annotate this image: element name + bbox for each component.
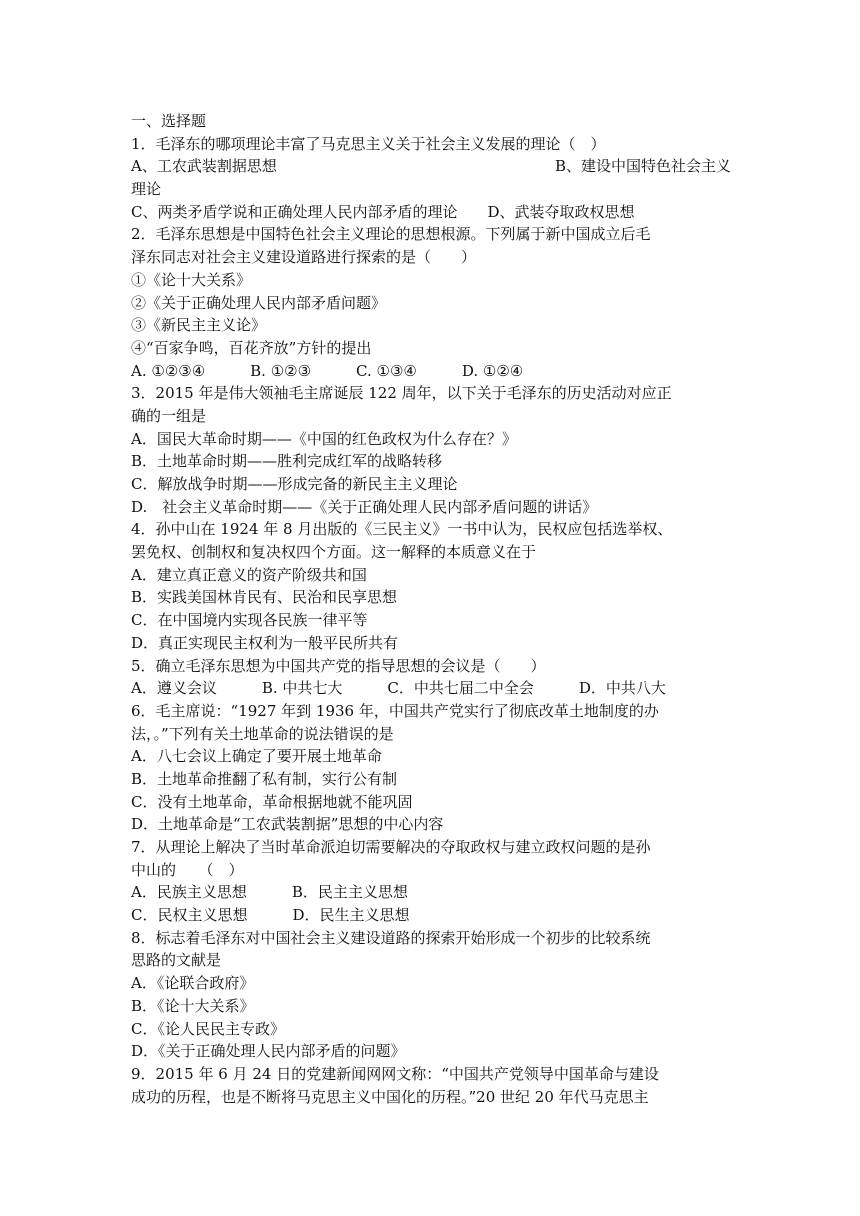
q9-stem-line1: 9．2015 年 6 月 24 日的党建新闻网网文称：“中国共产党领导中国革命与建设 [131,1064,659,1083]
q2-stem-line1: 2．毛泽东思想是中国特色社会主义理论的思想根源。下列属于新中国成立后毛 [131,225,651,244]
q1-option-b: B、建设中国特色社会主义 [554,157,731,176]
q6-option-d: D．土地革命是“工农武装割据”思想的中心内容 [131,815,444,834]
q4-stem-line2: 罢免权、创制权和复决权四个方面。这一解释的本质意义在于 [131,543,537,562]
q8-stem-line2: 思路的文献是 [131,951,222,970]
q1-option-b-continued: 理论 [131,180,162,199]
q8-option-a: A．《论联合政府》 [131,974,255,993]
q1-option-a: A、工农武装割据思想 [131,157,277,176]
q7-options-cd: C．民权主义思想 D．民生主义思想 [131,906,410,925]
q1-stem: 1．毛泽东的哪项理论丰富了马克思主义关于社会主义发展的理论（ ） [131,134,606,153]
q7-options-ab: A．民族主义思想 B．民主主义思想 [131,883,408,902]
q2-item-3: ③《新民主主义论》 [131,316,267,335]
q1-options-cd: C、两类矛盾学说和正确处理人民内部矛盾的理论 D、武装夺取政权思想 [131,202,635,221]
q5-stem: 5．确立毛泽东思想为中国共产党的指导思想的会议是（ ） [131,656,546,675]
q8-stem-line1: 8．标志着毛泽东对中国社会主义建设道路的探索开始形成一个初步的比较系统 [131,928,651,947]
q8-option-d: D．《关于正确处理人民内部矛盾的问题》 [131,1042,406,1061]
q4-option-c: C．在中国境内实现各民族一律平等 [131,611,368,630]
q3-option-a: A．国民大革命时期——《中国的红色政权为什么存在？》 [131,429,517,448]
question-list [131,110,731,1108]
q2-stem-line2: 泽东同志对社会主义建设道路进行探索的是（ ） [131,248,477,267]
q2-item-2: ②《关于正确处理人民内部矛盾问题》 [131,293,387,312]
q3-option-d: D. 社会主义革命时期——《关于正确处理人民内部矛盾问题的讲话》 [131,497,598,516]
q6-stem-line2: 法，。”下列有关土地革命的说法错误的是 [131,724,394,743]
q8-option-c: C．《论人民民主专政》 [131,1019,285,1038]
q4-option-b: B．实践美国林肯民有、民治和民享思想 [131,588,398,607]
q7-stem-line1: 7．从理论上解决了当时革命派迫切需要解决的夺取政权与建立政权问题的是孙 [131,838,651,856]
q3-option-c: C．解放战争时期——形成完备的新民主主义理论 [131,475,458,493]
q1-options-ab [131,155,731,178]
q9-stem-line2: 成功的历程，也是不断将马克思主义中国化的历程。”20 世纪 20 年代马克思主 [131,1087,649,1106]
section-title: 一、选择题 [131,112,207,130]
q8-option-b: B．《论十大关系》 [131,996,255,1015]
q7-stem-line2: 中山的 （ ） [131,860,244,879]
q2-item-1: ①《论十大关系》 [131,270,252,289]
q4-stem-line1: 4．孙中山在 1924 年 8 月出版的《三民主义》一书中认为，民权应包括选举权、 [131,520,673,539]
q4-option-a: A．建立真正意义的资产阶级共和国 [131,565,367,584]
q6-option-a: A．八七会议上确定了要开展土地革命 [131,747,382,766]
q6-stem-line1: 6．毛主席说：“1927 年到 1936 年，中国共产党实行了彻底改革土地制度的办 [131,701,659,720]
q3-stem-line2: 确的一组是 [131,406,207,425]
q2-item-4: ④“百家争鸣，百花齐放”方针的提出 [131,338,372,357]
q2-options: A. ①②③④ B. ①②③ C. ①③④ D. ①②④ [131,361,524,380]
q6-option-c: C．没有土地革命，革命根据地就不能巩固 [131,792,413,811]
q4-option-d: D．真正实现民主权利为一般平民所共有 [131,633,399,652]
q6-option-b: B．土地革命推翻了私有制，实行公有制 [131,769,398,788]
q3-option-b: B．土地革命时期——胜利完成红军的战略转移 [131,452,443,471]
q5-options: A．遵义会议 B. 中共七大 C．中共七届二中全会 D．中共八大 [131,679,666,698]
q3-stem-line1: 3．2015 年是伟大领袖毛主席诞辰 122 周年，以下关于毛泽东的历史活动对应正 [131,384,672,403]
